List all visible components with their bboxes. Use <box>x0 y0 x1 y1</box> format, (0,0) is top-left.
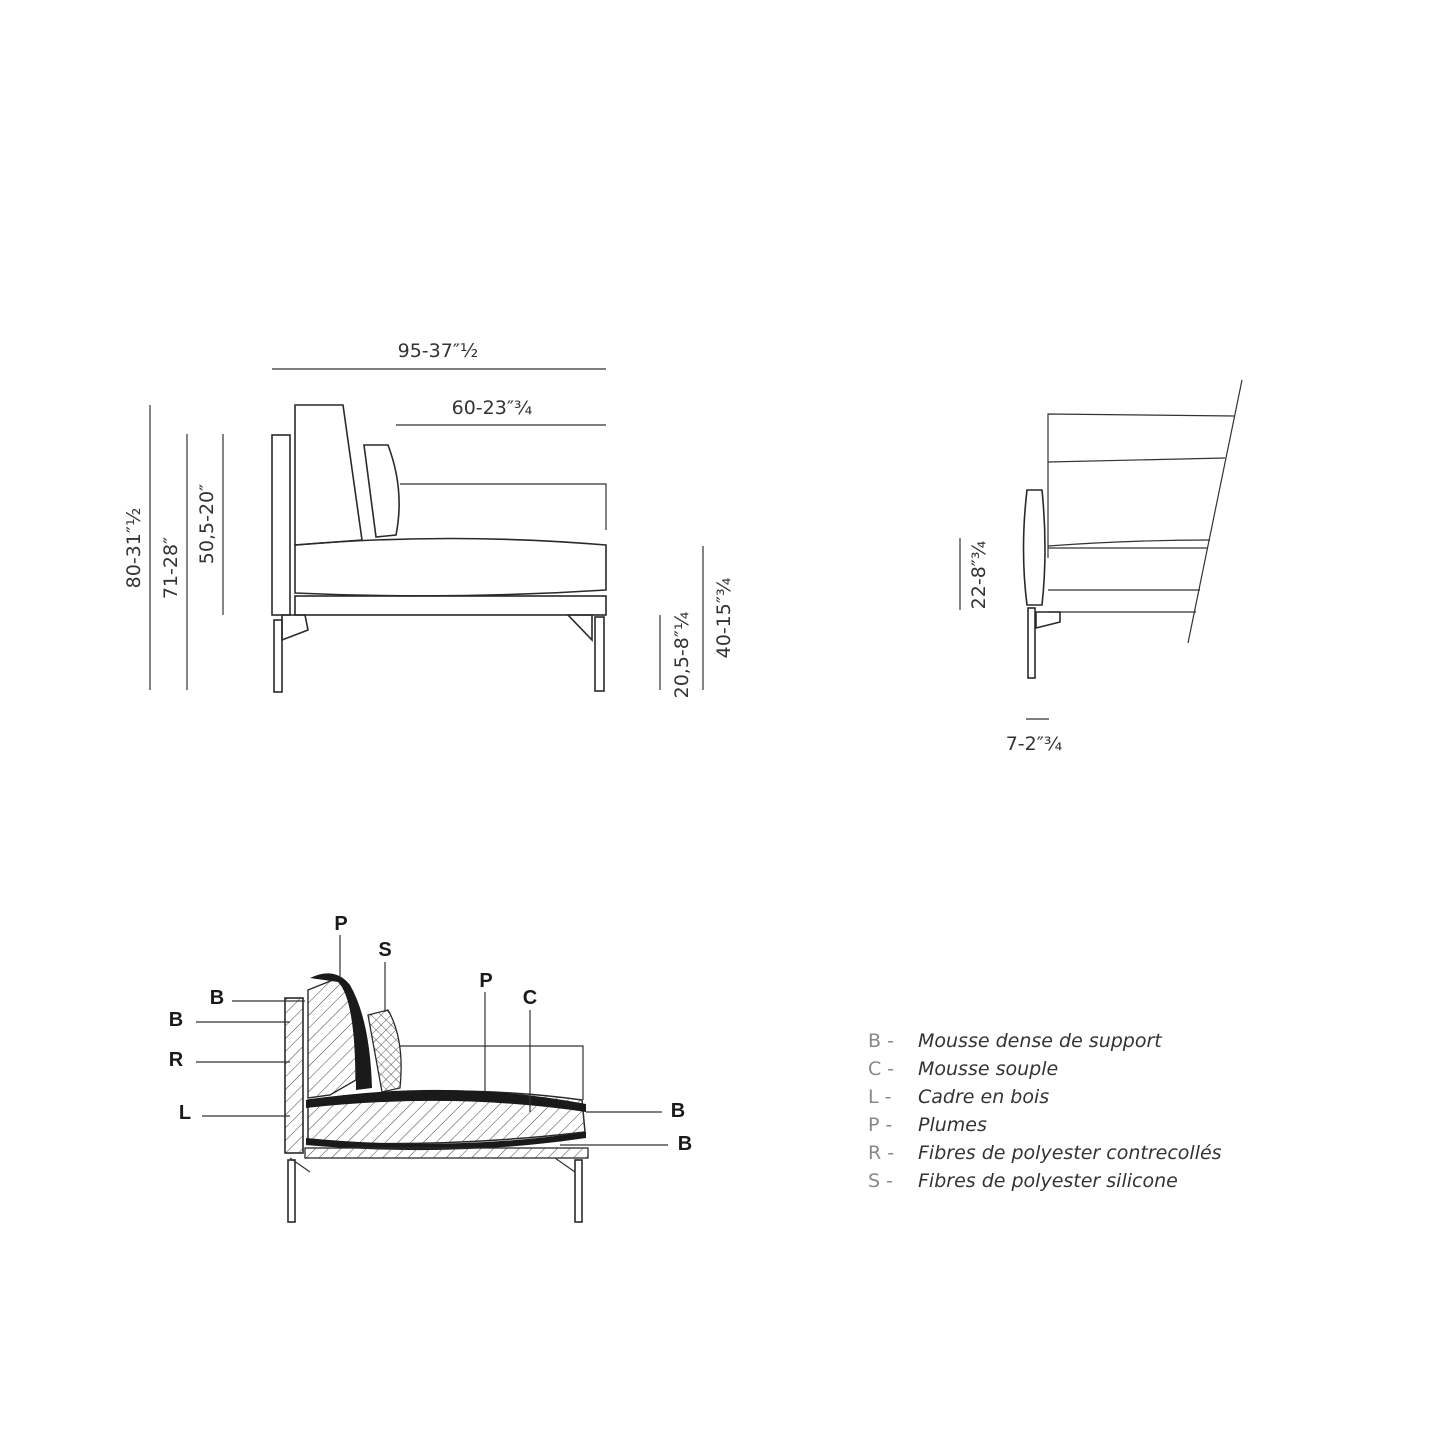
section-leg-right <box>575 1160 582 1222</box>
materials-legend <box>868 1030 1222 1198</box>
seat-back-outline <box>400 484 606 530</box>
leg-bracket-left <box>282 615 308 640</box>
seat-top <box>1048 540 1210 546</box>
legend-key: P - <box>868 1114 893 1136</box>
legend-text: Mousse dense de support <box>918 1030 1162 1052</box>
seat-depth-dim: 60-23″¾ <box>451 397 533 419</box>
legend-row <box>868 1058 1222 1086</box>
section-view <box>169 913 692 1222</box>
back-line <box>1048 458 1225 462</box>
legend-row <box>868 1114 1222 1142</box>
leg-bracket <box>1036 612 1060 628</box>
section-cut-line <box>1188 380 1242 643</box>
legend-row <box>868 1086 1222 1114</box>
leg-left <box>274 620 282 692</box>
front-leg <box>1028 608 1035 678</box>
legend-text: Fibres de polyester contrecollés <box>918 1142 1222 1164</box>
label-p-back: P <box>334 913 348 935</box>
legend-key: S - <box>868 1170 893 1192</box>
section-leg-left <box>288 1160 295 1222</box>
legend-text: Mousse souple <box>918 1058 1059 1080</box>
side-view <box>123 340 735 698</box>
label-b-base: B <box>677 1133 693 1155</box>
section-bracket-left <box>290 1158 310 1172</box>
legend-row <box>868 1142 1222 1170</box>
label-l: L <box>178 1102 192 1124</box>
back-cushion <box>295 405 362 545</box>
leg-bracket-right <box>568 615 592 640</box>
seat-frame <box>305 1148 588 1158</box>
legend-row <box>868 1170 1222 1198</box>
label-b-top: B <box>209 987 225 1009</box>
leg-height-dim: 20,5-8″¼ <box>671 611 693 699</box>
front-view <box>960 380 1242 755</box>
total-height-dim: 80-31″½ <box>123 507 145 589</box>
overall-width-dim: 95-37″½ <box>397 340 479 362</box>
front-arm-height-dim: 22-8″¾ <box>968 540 990 610</box>
legend-key: B - <box>868 1030 894 1052</box>
seat-height-dim: 40-15″¾ <box>713 577 735 659</box>
legend-text: Plumes <box>918 1114 987 1136</box>
lumbar-pillow <box>364 445 399 537</box>
label-b-seat: B <box>670 1100 686 1122</box>
section-bracket-right <box>555 1158 575 1172</box>
leg-right <box>595 617 604 691</box>
legend-text: Fibres de polyester silicone <box>918 1170 1178 1192</box>
label-s: S <box>378 939 392 961</box>
arm-profile <box>1024 490 1046 605</box>
arm-width-dim: 7-2″¾ <box>1005 733 1063 755</box>
label-p-seat: P <box>479 970 493 992</box>
legend-key: L - <box>868 1086 892 1108</box>
arm-section <box>285 998 303 1153</box>
label-c: C <box>522 987 538 1009</box>
seat-cushion <box>295 539 606 596</box>
legend-key: R - <box>868 1142 895 1164</box>
back-outline <box>1048 414 1235 558</box>
label-r: R <box>168 1049 184 1071</box>
legend-row <box>868 1030 1222 1058</box>
label-b-arm: B <box>168 1009 184 1031</box>
legend-key: C - <box>868 1058 895 1080</box>
back-height-dim: 71-28″ <box>160 536 182 600</box>
silicone-pillow <box>368 1010 401 1092</box>
arm-post <box>272 435 290 615</box>
frame-rail <box>295 596 606 615</box>
arm-height-dim: 50,5-20″ <box>196 483 218 565</box>
legend-text: Cadre en bois <box>918 1086 1050 1108</box>
